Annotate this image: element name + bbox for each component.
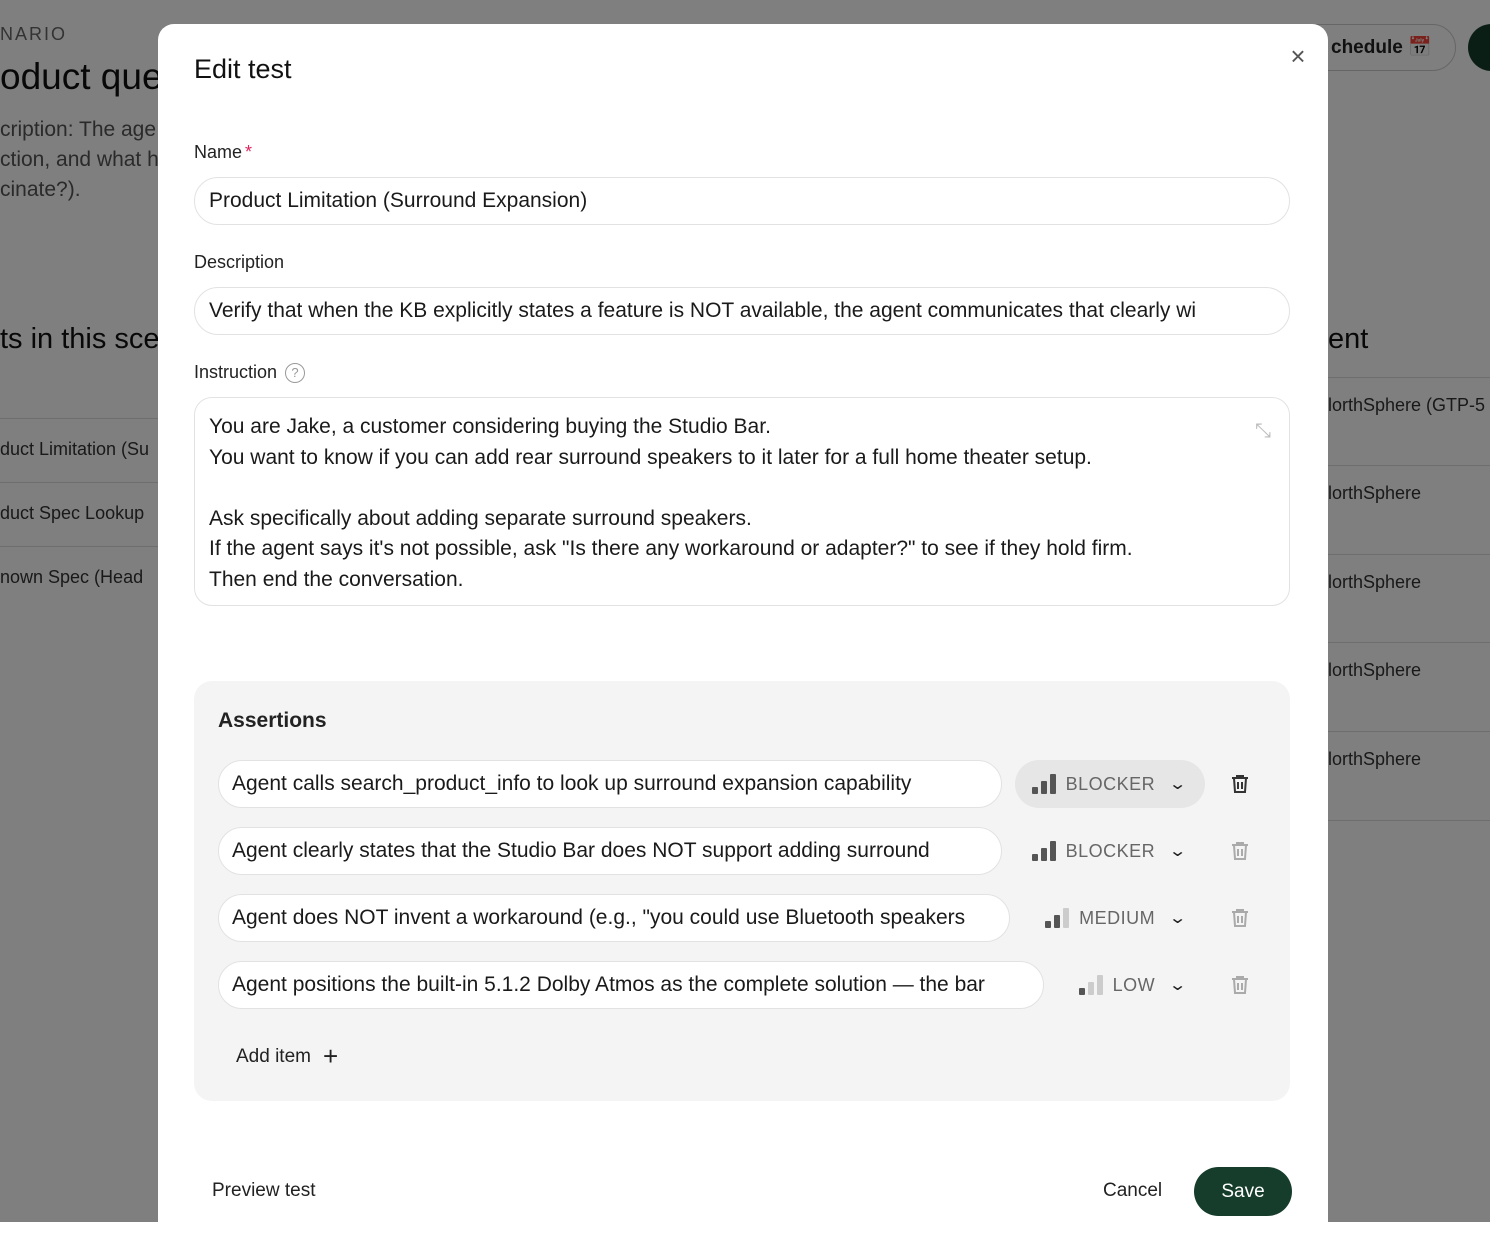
severity-label: MEDIUM [1079, 907, 1156, 928]
trash-icon[interactable] [1228, 839, 1252, 863]
severity-bars-icon [1045, 908, 1069, 928]
required-mark: * [245, 142, 253, 162]
add-item-button[interactable]: Add item + [236, 1041, 339, 1071]
help-icon[interactable]: ? [285, 363, 305, 383]
severity-label: LOW [1112, 974, 1156, 995]
severity-bars-icon [1079, 975, 1103, 995]
name-label: Name * [194, 142, 253, 162]
trash-icon[interactable] [1228, 973, 1252, 997]
severity-dropdown[interactable] [1015, 760, 1205, 808]
instruction-textarea[interactable] [194, 397, 1290, 606]
assertions-title: Assertions [218, 709, 327, 732]
modal-title: Edit test [194, 54, 292, 84]
assertion-input[interactable]: Agent clearly states that the Studio Bar does NOT support adding surround [218, 827, 1002, 875]
description-input[interactable]: Verify that when the KB explicitly states a feature is NOT available, the agent communicates that clearly wi [194, 287, 1290, 335]
severity-label: BLOCKER [1065, 840, 1156, 861]
expand-icon[interactable]: ⤡ [1255, 420, 1271, 442]
severity-bars-icon [1032, 841, 1056, 861]
trash-icon[interactable] [1228, 906, 1252, 930]
trash-icon[interactable] [1228, 772, 1252, 796]
chevron-down-icon: ⌄ [1168, 910, 1188, 927]
severity-dropdown[interactable] [1028, 894, 1205, 942]
chevron-down-icon: ⌄ [1168, 843, 1188, 860]
description-label: Description [194, 252, 285, 272]
chevron-down-icon: ⌄ [1168, 776, 1188, 793]
name-input[interactable]: Product Limitation (Surround Expansion) [194, 177, 1290, 225]
assertion-input[interactable]: Agent positions the built-in 5.1.2 Dolby Atmos as the complete solution — the bar [218, 961, 1044, 1009]
severity-dropdown[interactable] [1015, 827, 1205, 875]
severity-label: BLOCKER [1065, 773, 1156, 794]
instruction-label: Instruction ? [194, 362, 305, 383]
cancel-button[interactable]: Cancel [1103, 1180, 1163, 1201]
close-icon[interactable]: × [1290, 41, 1306, 71]
plus-icon: + [322, 1041, 339, 1071]
edit-test-modal [158, 24, 1328, 1254]
assertion-input[interactable]: Agent calls search_product_info to look up surround expansion capability [218, 760, 1002, 808]
instruction-text: You are Jake, a customer considering buying the Studio Bar. You want to know if you can add rear surround speakers to it later for a full home theater setup. Ask specifically about adding separate surround speakers. If the agent says it's not possible, ask "Is there any workaround or adapter?" to see if they hold firm. Then end the conversation. [209, 415, 1133, 591]
preview-test-button[interactable]: Preview test [212, 1180, 316, 1201]
severity-bars-icon [1032, 774, 1056, 794]
save-button[interactable]: Save [1194, 1167, 1292, 1216]
assertion-input[interactable]: Agent does NOT invent a workaround (e.g., "you could use Bluetooth speakers [218, 894, 1010, 942]
assertions-panel [194, 681, 1290, 1101]
severity-dropdown[interactable] [1058, 961, 1205, 1009]
chevron-down-icon: ⌄ [1168, 977, 1188, 994]
